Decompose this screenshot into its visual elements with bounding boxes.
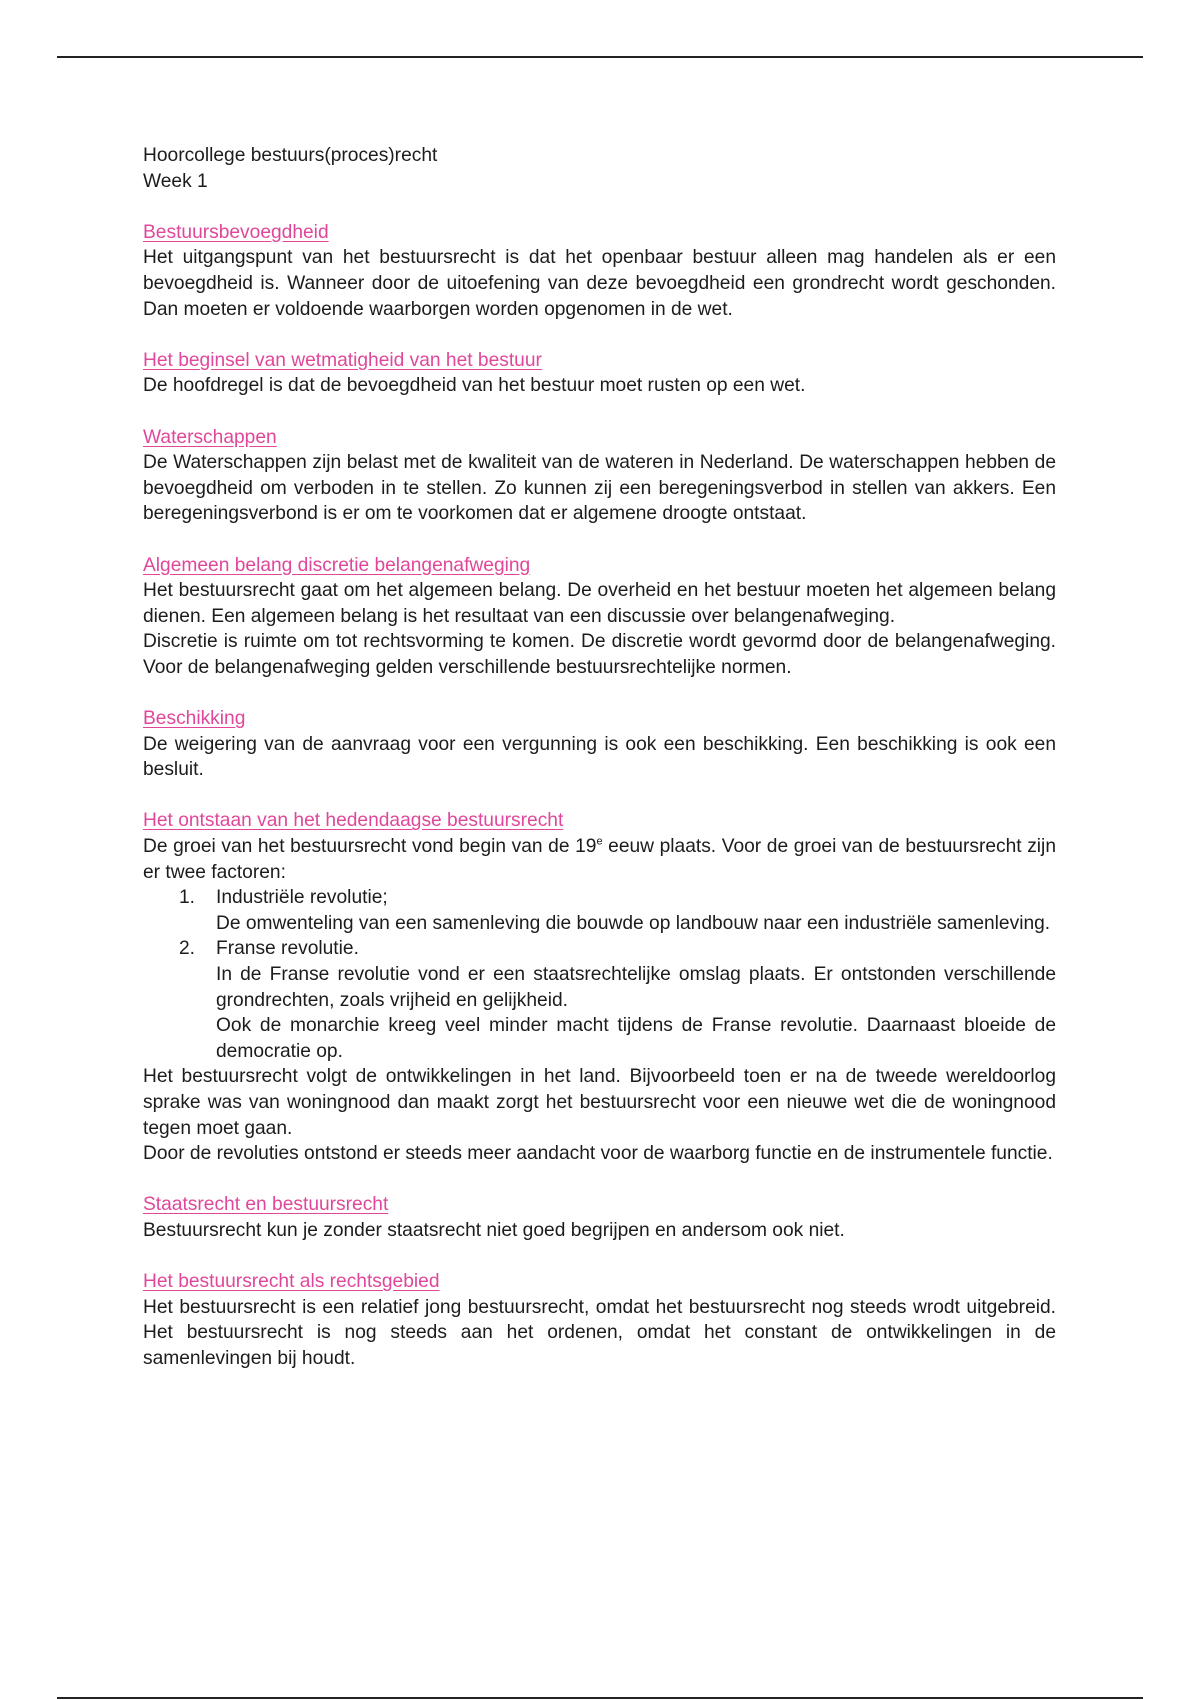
- section-ontstaan-bestuursrecht: [143, 808, 1056, 1166]
- document-title: Hoorcollege bestuurs(proces)recht: [143, 145, 438, 166]
- paragraph-text: De groei van het bestuursrecht vond begin van de 19: [143, 836, 597, 858]
- section-paragraph: Het bestuursrecht volgt de ontwikkelingen in het land. Bijvoorbeeld toen er na de tweede wereldoorlog sprake was van woningnood dan maakt zorgt het bestuursrecht voor een nieuwe wet die de woningnood tegen moet gaan.: [143, 1066, 1056, 1139]
- section-heading: Waterschappen: [143, 426, 277, 448]
- list-item: [143, 885, 1056, 936]
- section-paragraph: De hoofdregel is dat de bevoegdheid van het bestuur moet rusten op een wet.: [143, 375, 806, 397]
- section-rechtsgebied: [143, 1269, 1056, 1371]
- section-bestuursbevoegdheid: [143, 220, 1056, 322]
- list-number: 1.: [179, 887, 196, 909]
- list-item-title: Industriële revolutie;: [216, 887, 388, 909]
- section-heading: Het beginsel van wetmatigheid van het bestuur: [143, 349, 542, 371]
- section-heading: Het bestuursrecht als rechtsgebied: [143, 1271, 440, 1293]
- factors-list: [143, 885, 1056, 1064]
- section-beschikking: [143, 706, 1056, 783]
- section-paragraph: Het bestuursrecht gaat om het algemeen belang. De overheid en het bestuur moeten het algemeen belang dienen. Een algemeen belang is het resultaat van een discussie over belangenafweging.: [143, 580, 1056, 627]
- list-item-text: In de Franse revolutie vond er een staatsrechtelijke omslag plaats. Er ontstonden verschillende grondrechten, zoals vrijheid en gelijkheid.: [216, 964, 1056, 1011]
- superscript: e: [596, 835, 603, 848]
- top-rule: [57, 56, 1143, 58]
- section-heading: Staatsrecht en bestuursrecht: [143, 1194, 389, 1216]
- section-staatsrecht: [143, 1192, 1056, 1243]
- list-item: [143, 936, 1056, 1064]
- list-item-text: De omwenteling van een samenleving die bouwde op landbouw naar een industriële samenleving.: [216, 912, 1051, 934]
- section-wetmatigheid: [143, 348, 1056, 399]
- paragraph-text: eeuw plaats. Voor de groei van de bestuursrecht zijn er twee factoren:: [143, 836, 1056, 883]
- section-paragraph: De Waterschappen zijn belast met de kwaliteit van de wateren in Nederland. De waterschappen hebben de bevoegdheid om verboden in te stellen. Zo kunnen zij een beregeningsverbod in stellen van akkers. Een beregeningsverbond is er om te voorkomen dat er algemene droogte ontstaat.: [143, 452, 1056, 525]
- list-number: 2.: [179, 938, 196, 960]
- document-body: [143, 143, 1056, 1372]
- section-paragraph: Bestuursrecht kun je zonder staatsrecht niet goed begrijpen en andersom ook niet.: [143, 1219, 845, 1241]
- section-heading: Bestuursbevoegdheid: [143, 221, 329, 243]
- section-waterschappen: [143, 425, 1056, 527]
- section-paragraph: Het bestuursrecht is een relatief jong bestuursrecht, omdat het bestuursrecht nog steeds wrodt uitgebreid. Het bestuursrecht is nog steeds aan het ordenen, omdat het constant de ontwikkelingen in de samenlevingen bij houdt.: [143, 1296, 1056, 1369]
- document-week: Week 1: [143, 170, 208, 192]
- bottom-rule: [57, 1697, 1143, 1699]
- section-paragraph: [143, 834, 1056, 885]
- section-heading: Algemeen belang discretie belangenafweging: [143, 554, 531, 576]
- section-paragraph: Door de revoluties ontstond er steeds meer aandacht voor de waarborg functie en de instrumentele functie.: [143, 1143, 1053, 1165]
- section-paragraph: Discretie is ruimte om tot rechtsvorming te komen. De discretie wordt gevormd door de belangenafweging. Voor de belangenafweging gelden verschillende bestuursrechtelijke normen.: [143, 631, 1056, 678]
- list-item-title: Franse revolutie.: [216, 938, 359, 960]
- section-heading: Het ontstaan van het hedendaagse bestuursrecht: [143, 810, 564, 832]
- section-heading: Beschikking: [143, 708, 246, 730]
- list-item-text: Ook de monarchie kreeg veel minder macht tijdens de Franse revolutie. Daarnaast bloeide de democratie op.: [216, 1015, 1056, 1062]
- section-paragraph: De weigering van de aanvraag voor een vergunning is ook een beschikking. Een beschikking is ook een besluit.: [143, 733, 1056, 781]
- section-paragraph: Het uitgangspunt van het bestuursrecht is dat het openbaar bestuur alleen mag handelen als er een bevoegdheid is. Wanneer door de uitoefening van deze bevoegdheid een grondrecht wordt geschonden. Dan moeten er voldoende waarborgen worden opgenomen in de wet.: [143, 247, 1056, 320]
- section-algemeen-belang: [143, 553, 1056, 681]
